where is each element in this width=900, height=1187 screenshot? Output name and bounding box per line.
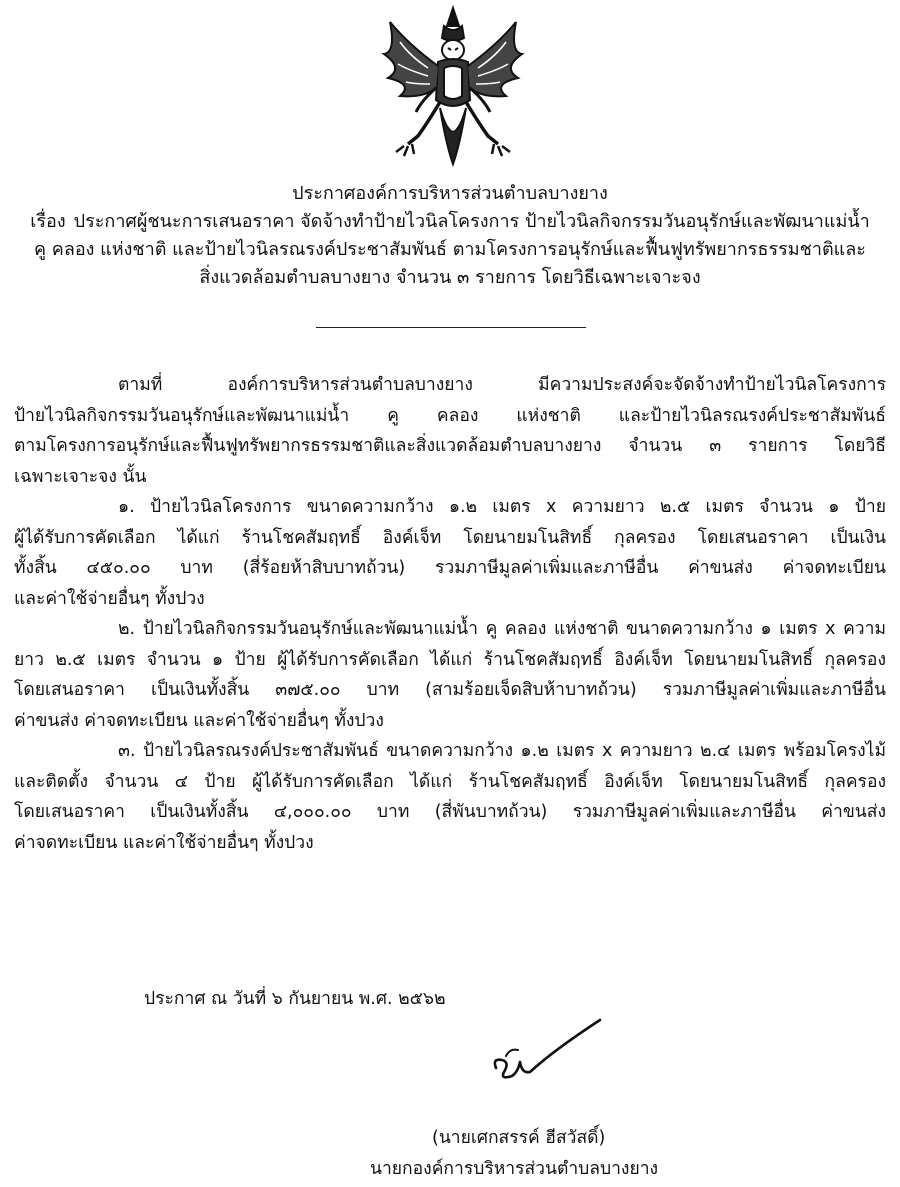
handwritten-signature-icon xyxy=(484,1010,604,1090)
item-1-paragraph xyxy=(0,492,900,614)
intro-paragraph xyxy=(0,370,900,492)
garuda-emblem-icon xyxy=(378,4,528,170)
subject-label: เรื่อง xyxy=(30,211,66,232)
item-2-line: โดยเสนอราคา เป็นเงินทั้งสิ้น ๓๗๕.๐๐ บาท (สามร้อยเจ็ดสิบห้าบาทถ้วน) รวมภาษีมูลค่าเพิ่มและภาษีอื่น xyxy=(14,680,886,700)
subject-line-3: สิ่งแวดล้อมตำบลบางยาง จำนวน ๓ รายการ โดยวิธีเฉพาะเจาะจง xyxy=(199,267,701,288)
item-3-line: ๓. ป้ายไวนิลรณรงค์ประชาสัมพันธ์ ขนาดความกว้าง ๑.๒ เมตร x ความยาว ๒.๔ เมตร พร้อมโครงไม้ xyxy=(118,741,886,761)
item-1-line: ทั้งสิ้น ๔๕๐.๐๐ บาท (สี่ร้อยห้าสิบบาทถ้วน) รวมภาษีมูลค่าเพิ่มและภาษีอื่น ค่าขนส่ง ค่าจดทะเบียน xyxy=(14,558,886,578)
intro-line: ป้ายไวนิลกิจกรรมวันอนุรักษ์และพัฒนาแม่น้ำ คู คลอง แห่งชาติ และป้ายไวนิลรณรงค์ประชาสัมพันธ์ xyxy=(14,405,886,426)
item-2-paragraph xyxy=(0,614,900,736)
item-3-paragraph xyxy=(0,736,900,858)
item-3-line: โดยเสนอราคา เป็นเงินทั้งสิ้น ๔,๐๐๐.๐๐ บาท (สี่พันบาทถ้วน) รวมภาษีมูลค่าเพิ่มและภาษีอื่น ค่าขนส่ง xyxy=(14,802,886,822)
issuer-title: ประกาศองค์การบริหารส่วนตำบลบางยาง xyxy=(292,183,608,204)
intro-line: เฉพาะเจาะจง นั้น xyxy=(14,466,147,487)
item-1-line: ๑. ป้ายไวนิลโครงการ ขนาดความกว้าง ๑.๒ เมตร x ความยาว ๒.๕ เมตร จำนวน ๑ ป้าย xyxy=(118,497,886,517)
announcement-header xyxy=(0,180,900,292)
subject-line-2: คู คลอง แห่งชาติ และป้ายไวนิลรณรงค์ประชาสัมพันธ์ ตามโครงการอนุรักษ์และฟื้นฟูทรัพยากรธรรมชาติและ xyxy=(34,239,866,260)
announcement-date: ประกาศ ณ วันที่ ๖ กันยายน พ.ศ. ๒๕๖๒ xyxy=(144,989,446,1009)
intro-line: ตามโครงการอนุรักษ์และฟื้นฟูทรัพยากรธรรมชาติและสิ่งแวดล้อมตำบลบางยาง จำนวน ๓ รายการ โดยวิธี xyxy=(14,436,886,456)
signer-title: นายกองค์การบริหารส่วนตำบลบางยาง xyxy=(370,1159,659,1179)
announcement-body xyxy=(0,370,900,858)
item-2-line: ๒. ป้ายไวนิลกิจกรรมวันอนุรักษ์และพัฒนาแม่น้ำ คู คลอง แห่งชาติ ขนาดความกว้าง ๑ เมตร x ความ xyxy=(118,619,886,639)
item-1-line: ผู้ได้รับการคัดเลือก ได้แก่ ร้านโชคสัมฤทธิ์ อิงค์เจ็ท โดยนายมโนสิทธิ์ กุลครอง โดยเสนอราคา เป็นเงิน xyxy=(14,527,886,548)
intro-line: ตามที่ องค์การบริหารส่วนตำบลบางยาง มีความประสงค์จะจัดจ้างทำป้ายไวนิลโครงการ xyxy=(118,375,886,395)
header-divider xyxy=(316,327,586,328)
subject-text-1: ประกาศผู้ชนะการเสนอราคา จัดจ้างทำป้ายไวนิลโครงการ ป้ายไวนิลกิจกรรมวันอนุรักษ์และพัฒนาแม่น้ำ xyxy=(73,211,870,232)
signer-name: (นายเศกสรรค์ ฮีสวัสดิ์) xyxy=(432,1128,606,1148)
item-1-line: และค่าใช้จ่ายอื่นๆ ทั้งปวง xyxy=(14,588,205,609)
item-2-line: ยาว ๒.๕ เมตร จำนวน ๑ ป้าย ผู้ได้รับการคัดเลือก ได้แก่ ร้านโชคสัมฤทธิ์ อิงค์เจ็ท โดยนายมโนสิทธิ์ กุลครอง xyxy=(14,649,886,670)
subject-line-1 xyxy=(0,208,900,236)
item-3-line: และติดตั้ง จำนวน ๔ ป้าย ผู้ได้รับการคัดเลือก ได้แก่ ร้านโชคสัมฤทธิ์ อิงค์เจ็ท โดยนายมโนสิทธิ์ กุลครอง xyxy=(14,771,886,792)
item-3-line: ค่าจดทะเบียน และค่าใช้จ่ายอื่นๆ ทั้งปวง xyxy=(14,832,314,853)
item-2-line: ค่าขนส่ง ค่าจดทะเบียน และค่าใช้จ่ายอื่นๆ ทั้งปวง xyxy=(14,710,384,731)
